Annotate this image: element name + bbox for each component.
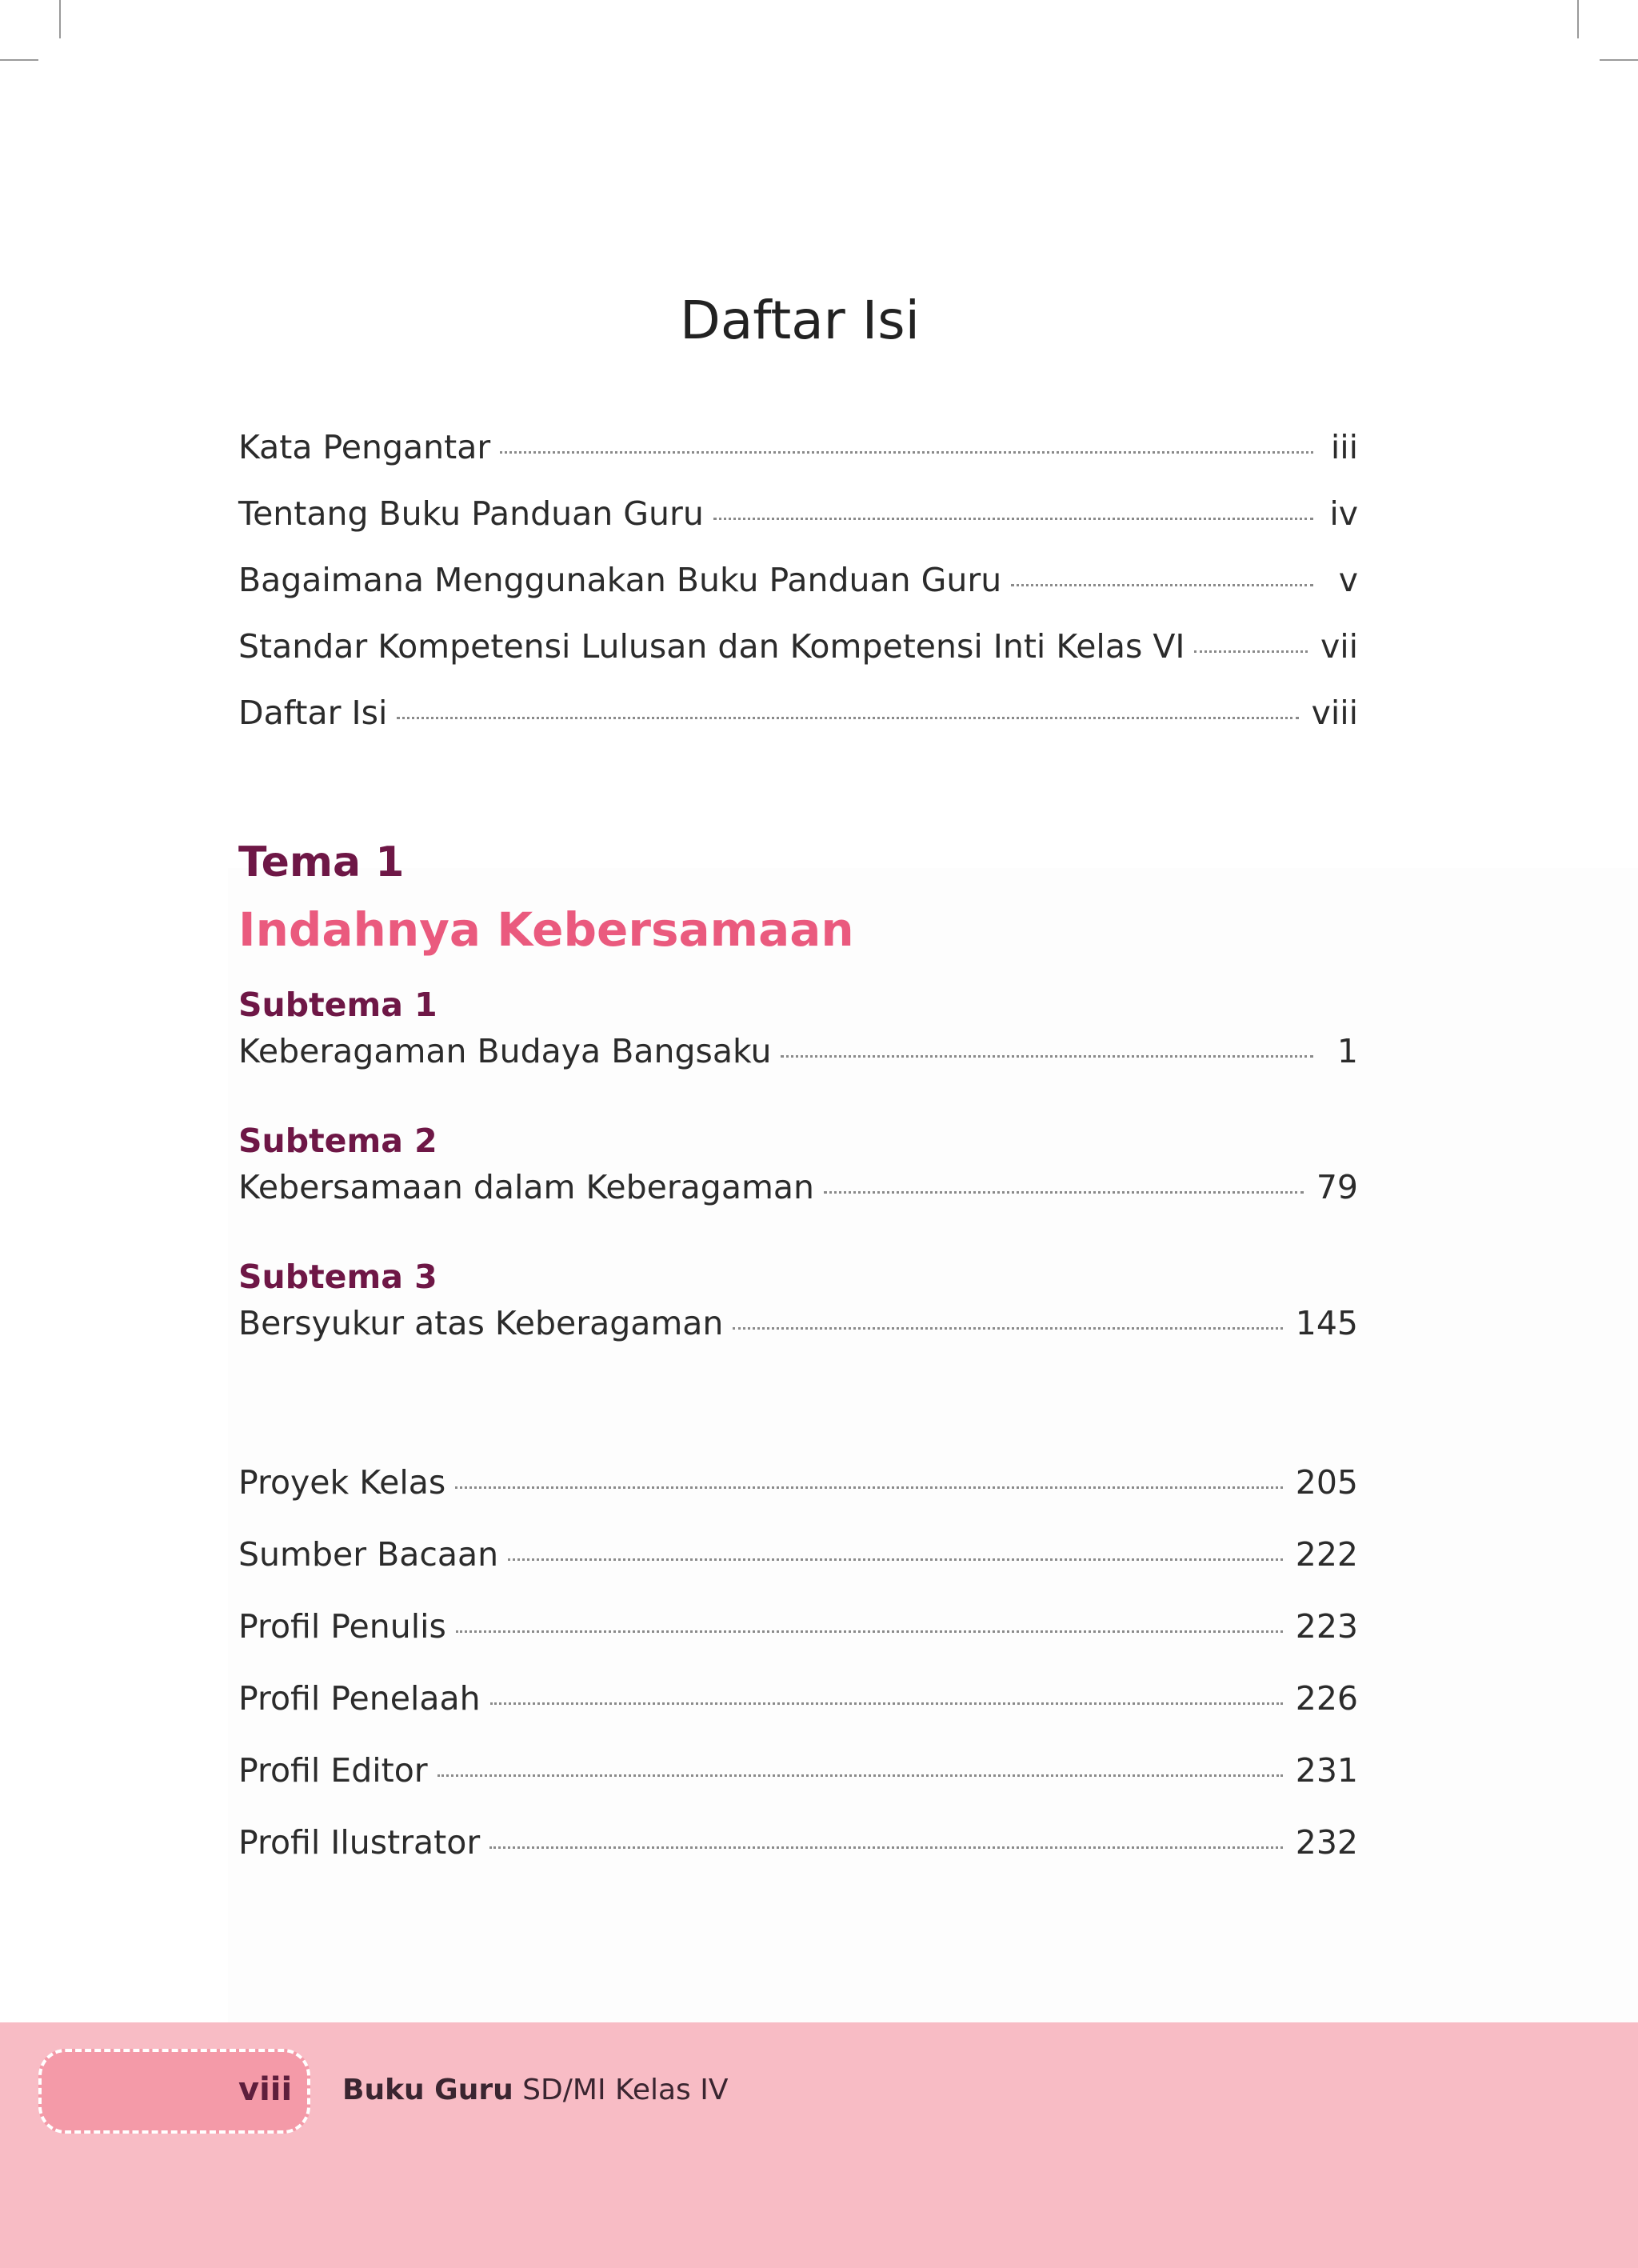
toc-entry-label: Tentang Buku Panduan Guru [238, 494, 704, 533]
toc-entry[interactable] [238, 1679, 1358, 1727]
toc-entry[interactable] [238, 494, 1358, 542]
toc-entry-page: 79 [1316, 1168, 1358, 1206]
toc-entry[interactable] [238, 1751, 1358, 1799]
toc-leader-dots [455, 1486, 1282, 1489]
toc-entry-page: v [1338, 561, 1358, 599]
tema-label: Tema 1 [238, 838, 405, 886]
toc-leader-dots [733, 1327, 1282, 1330]
toc-entry-label: Profil Penulis [238, 1607, 446, 1646]
toc-leader-dots [1011, 584, 1313, 586]
toc-entry-page: 232 [1295, 1823, 1358, 1862]
toc-entry-label: Sumber Bacaan [238, 1535, 499, 1574]
toc-entry[interactable] [238, 1463, 1358, 1511]
toc-entry-label: Profil Penelaah [238, 1679, 481, 1718]
toc-entry[interactable] [238, 694, 1358, 742]
toc-entry-page: vii [1320, 627, 1358, 666]
toc-leader-dots [1194, 650, 1307, 653]
footer-book-title-bold: Buku Guru [342, 2074, 513, 2106]
crop-mark [59, 0, 61, 38]
toc-leader-dots [490, 1702, 1283, 1705]
toc-leader-dots [781, 1055, 1313, 1058]
crop-mark [1577, 0, 1579, 38]
toc-entry-page: 226 [1295, 1679, 1358, 1718]
toc-entry-page: iv [1329, 494, 1358, 533]
toc-entry-label: Kata Pengantar [238, 428, 491, 466]
toc-leader-dots [489, 1846, 1283, 1849]
toc-entry-label: Profil Editor [238, 1751, 428, 1790]
toc-entry-page: 1 [1336, 1032, 1358, 1070]
toc-entry-page: 222 [1295, 1535, 1358, 1574]
toc-entry-label: Standar Kompetensi Lulusan dan Kompetensi Inti Kelas VI [238, 627, 1185, 666]
toc-entry-label: Proyek Kelas [238, 1463, 446, 1502]
toc-entry[interactable] [238, 1304, 1358, 1352]
toc-entry-page: 223 [1295, 1607, 1358, 1646]
toc-entry[interactable] [238, 1032, 1358, 1080]
subtema-label: Subtema 3 [238, 1258, 437, 1296]
tema-title: Indahnya Kebersamaan [238, 902, 854, 957]
toc-entry[interactable] [238, 1823, 1358, 1871]
toc-entry-label: Keberagaman Budaya Bangsaku [238, 1032, 772, 1070]
crop-mark [1600, 59, 1638, 61]
toc-leader-dots [456, 1630, 1283, 1633]
toc-leader-dots [397, 717, 1298, 719]
toc-entry-page: iii [1330, 428, 1358, 466]
page-title: Daftar Isi [680, 290, 920, 351]
footer-book-title [342, 2074, 728, 2106]
toc-entry-label: Daftar Isi [238, 694, 388, 732]
toc-entry[interactable] [238, 627, 1358, 675]
subtema-label: Subtema 1 [238, 986, 437, 1024]
toc-entry-label: Bagaimana Menggunakan Buku Panduan Guru [238, 561, 1002, 599]
toc-entry[interactable] [238, 1168, 1358, 1216]
toc-entry-label: Kebersamaan dalam Keberagaman [238, 1168, 815, 1206]
toc-entry-page: viii [1311, 694, 1358, 732]
toc-entry-label: Bersyukur atas Keberagaman [238, 1304, 724, 1342]
subtema-label: Subtema 2 [238, 1122, 437, 1160]
toc-entry-page: 231 [1295, 1751, 1358, 1790]
toc-leader-dots [824, 1191, 1304, 1194]
toc-entry-label: Profil Ilustrator [238, 1823, 481, 1862]
footer-book-title-rest: SD/MI Kelas IV [513, 2074, 729, 2106]
toc-entry[interactable] [238, 1607, 1358, 1655]
toc-entry[interactable] [238, 1535, 1358, 1583]
toc-entry-page: 205 [1295, 1463, 1358, 1502]
toc-entry-page: 145 [1295, 1304, 1358, 1342]
toc-entry[interactable] [238, 561, 1358, 609]
toc-entry[interactable] [238, 428, 1358, 476]
toc-leader-dots [508, 1558, 1283, 1561]
toc-leader-dots [713, 518, 1313, 520]
toc-leader-dots [437, 1774, 1283, 1777]
toc-leader-dots [500, 451, 1313, 454]
crop-mark [0, 59, 38, 61]
page-number: viii [238, 2071, 293, 2108]
